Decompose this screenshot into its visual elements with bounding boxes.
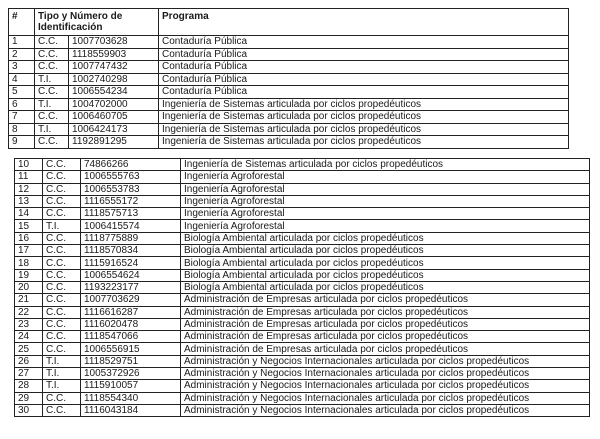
id-number: 1007703629	[81, 294, 181, 306]
row-number: 10	[15, 159, 43, 171]
program-name: Administración y Negocios Internacionales articulada por ciclos propedéuticos	[181, 368, 590, 380]
row-number: 16	[15, 232, 43, 244]
id-number: 1006553783	[81, 183, 181, 195]
id-type: C.C.	[43, 208, 81, 220]
id-number: 1118547066	[81, 331, 181, 343]
id-type: C.C.	[43, 306, 81, 318]
id-type: C.C.	[43, 392, 81, 404]
table-row	[15, 331, 590, 343]
row-number: 8	[9, 123, 35, 136]
table-row	[9, 36, 569, 49]
program-name: Ingeniería de Sistemas articulada por ciclos propedéuticos	[159, 136, 569, 149]
program-name: Ingeniería de Sistemas articulada por ciclos propedéuticos	[159, 111, 569, 124]
id-number: 1116020478	[81, 318, 181, 330]
table-row	[9, 98, 569, 111]
table-row	[15, 281, 590, 293]
id-type: C.C.	[43, 281, 81, 293]
row-number: 7	[9, 111, 35, 124]
id-type: T.I.	[43, 380, 81, 392]
program-name: Contaduría Pública	[159, 61, 569, 74]
row-number: 4	[9, 73, 35, 86]
program-name: Administración de Empresas articulada por ciclos propedéuticos	[181, 318, 590, 330]
program-name: Contaduría Pública	[159, 73, 569, 86]
row-number: 2	[9, 48, 35, 61]
row-number: 9	[9, 136, 35, 149]
program-name: Biología Ambiental articulada por ciclos propedéuticos	[181, 269, 590, 281]
table-row	[15, 404, 590, 416]
program-name: Ingeniería de Sistemas articulada por ciclos propedéuticos	[159, 123, 569, 136]
table-row	[9, 123, 569, 136]
row-number: 15	[15, 220, 43, 232]
id-number: 1116555172	[81, 195, 181, 207]
header-num: #	[9, 9, 35, 36]
id-type: C.C.	[43, 343, 81, 355]
table-row	[15, 392, 590, 404]
id-number: 1006460705	[69, 111, 159, 124]
id-number: 1193223177	[81, 281, 181, 293]
program-name: Contaduría Pública	[159, 48, 569, 61]
id-number: 1007747432	[69, 61, 159, 74]
program-name: Ingeniería de Sistemas articulada por ciclos propedéuticos	[181, 159, 590, 171]
program-name: Contaduría Pública	[159, 86, 569, 99]
table-row	[15, 355, 590, 367]
id-type: T.I.	[35, 123, 69, 136]
id-number: 1192891295	[69, 136, 159, 149]
row-number: 24	[15, 331, 43, 343]
id-number: 1007703628	[69, 36, 159, 49]
id-number: 1006556915	[81, 343, 181, 355]
table-row	[9, 73, 569, 86]
id-number: 1116043184	[81, 404, 181, 416]
row-number: 19	[15, 269, 43, 281]
table-row	[15, 343, 590, 355]
id-type: T.I.	[35, 73, 69, 86]
row-number: 6	[9, 98, 35, 111]
id-number: 1006415574	[81, 220, 181, 232]
table-row	[15, 269, 590, 281]
row-number: 23	[15, 318, 43, 330]
id-number: 1118575713	[81, 208, 181, 220]
row-number: 21	[15, 294, 43, 306]
program-name: Administración y Negocios Internacionales articulada por ciclos propedéuticos	[181, 392, 590, 404]
table-row	[9, 86, 569, 99]
program-name: Administración de Empresas articulada por ciclos propedéuticos	[181, 306, 590, 318]
program-name: Biología Ambiental articulada por ciclos propedéuticos	[181, 245, 590, 257]
table-row	[15, 220, 590, 232]
id-number: 1006554234	[69, 86, 159, 99]
row-number: 14	[15, 208, 43, 220]
id-number: 1002740298	[69, 73, 159, 86]
table-row	[15, 195, 590, 207]
id-number: 1118554340	[81, 392, 181, 404]
row-number: 11	[15, 171, 43, 183]
row-number: 29	[15, 392, 43, 404]
program-name: Ingeniería Agroforestal	[181, 171, 590, 183]
program-name: Ingeniería Agroforestal	[181, 208, 590, 220]
id-type: C.C.	[43, 245, 81, 257]
row-number: 25	[15, 343, 43, 355]
table-row	[15, 245, 590, 257]
table-row	[9, 61, 569, 74]
row-number: 12	[15, 183, 43, 195]
header-tipo-id: Tipo y Número de Identificación	[35, 9, 159, 36]
table-row	[9, 111, 569, 124]
id-number: 1115916524	[81, 257, 181, 269]
id-type: C.C.	[35, 36, 69, 49]
row-number: 30	[15, 404, 43, 416]
id-number: 1006424173	[69, 123, 159, 136]
id-type: C.C.	[43, 257, 81, 269]
program-name: Biología Ambiental articulada por ciclos propedéuticos	[181, 257, 590, 269]
id-type: C.C.	[35, 48, 69, 61]
row-number: 17	[15, 245, 43, 257]
table-row	[15, 183, 590, 195]
id-number: 1118529751	[81, 355, 181, 367]
program-name: Biología Ambiental articulada por ciclos propedéuticos	[181, 232, 590, 244]
table-row	[15, 368, 590, 380]
table-row	[15, 159, 590, 171]
id-type: C.C.	[43, 404, 81, 416]
students-table-part-2	[14, 158, 590, 417]
id-number: 1006554624	[81, 269, 181, 281]
table-row	[15, 318, 590, 330]
row-number: 3	[9, 61, 35, 74]
row-number: 26	[15, 355, 43, 367]
id-number: 74866266	[81, 159, 181, 171]
id-number: 1115910057	[81, 380, 181, 392]
id-type: C.C.	[43, 331, 81, 343]
table-row	[15, 208, 590, 220]
id-number: 1004702000	[69, 98, 159, 111]
program-name: Administración de Empresas articulada por ciclos propedéuticos	[181, 294, 590, 306]
id-number: 1118559903	[69, 48, 159, 61]
id-type: C.C.	[43, 269, 81, 281]
header-programa: Programa	[159, 9, 569, 36]
id-type: T.I.	[35, 98, 69, 111]
id-number: 1118570834	[81, 245, 181, 257]
id-type: C.C.	[35, 86, 69, 99]
id-type: C.C.	[43, 159, 81, 171]
id-type: T.I.	[43, 355, 81, 367]
id-type: C.C.	[35, 61, 69, 74]
table-row	[15, 294, 590, 306]
id-type: C.C.	[43, 318, 81, 330]
table-row	[15, 232, 590, 244]
program-name: Ingeniería Agroforestal	[181, 183, 590, 195]
id-type: C.C.	[43, 294, 81, 306]
program-name: Administración de Empresas articulada por ciclos propedéuticos	[181, 343, 590, 355]
row-number: 27	[15, 368, 43, 380]
table-header-row	[9, 9, 569, 36]
row-number: 22	[15, 306, 43, 318]
table-row	[9, 48, 569, 61]
row-number: 5	[9, 86, 35, 99]
program-name: Ingeniería de Sistemas articulada por ciclos propedéuticos	[159, 98, 569, 111]
program-name: Biología Ambiental articulada por ciclos propedéuticos	[181, 281, 590, 293]
row-number: 20	[15, 281, 43, 293]
id-type: C.C.	[35, 136, 69, 149]
id-number: 1005372926	[81, 368, 181, 380]
table-row	[15, 171, 590, 183]
students-table-part-1	[8, 8, 569, 149]
id-type: T.I.	[43, 368, 81, 380]
row-number: 1	[9, 36, 35, 49]
table-row	[15, 257, 590, 269]
id-type: C.C.	[43, 171, 81, 183]
table-row	[15, 380, 590, 392]
row-number: 18	[15, 257, 43, 269]
program-name: Administración y Negocios Internacionales articulada por ciclos propedéuticos	[181, 404, 590, 416]
id-type: C.C.	[43, 232, 81, 244]
id-number: 1116616287	[81, 306, 181, 318]
row-number: 28	[15, 380, 43, 392]
id-number: 1118775889	[81, 232, 181, 244]
id-type: T.I.	[43, 220, 81, 232]
id-type: C.C.	[35, 111, 69, 124]
program-name: Administración y Negocios Internacionales articulada por ciclos propedéuticos	[181, 380, 590, 392]
program-name: Contaduría Pública	[159, 36, 569, 49]
program-name: Ingeniería Agroforestal	[181, 220, 590, 232]
program-name: Administración y Negocios Internacionales articulada por ciclos propedéuticos	[181, 355, 590, 367]
row-number: 13	[15, 195, 43, 207]
id-type: C.C.	[43, 183, 81, 195]
program-name: Administración de Empresas articulada por ciclos propedéuticos	[181, 331, 590, 343]
id-number: 1006555763	[81, 171, 181, 183]
table-row	[15, 306, 590, 318]
id-type: C.C.	[43, 195, 81, 207]
table-row	[9, 136, 569, 149]
program-name: Ingeniería Agroforestal	[181, 195, 590, 207]
